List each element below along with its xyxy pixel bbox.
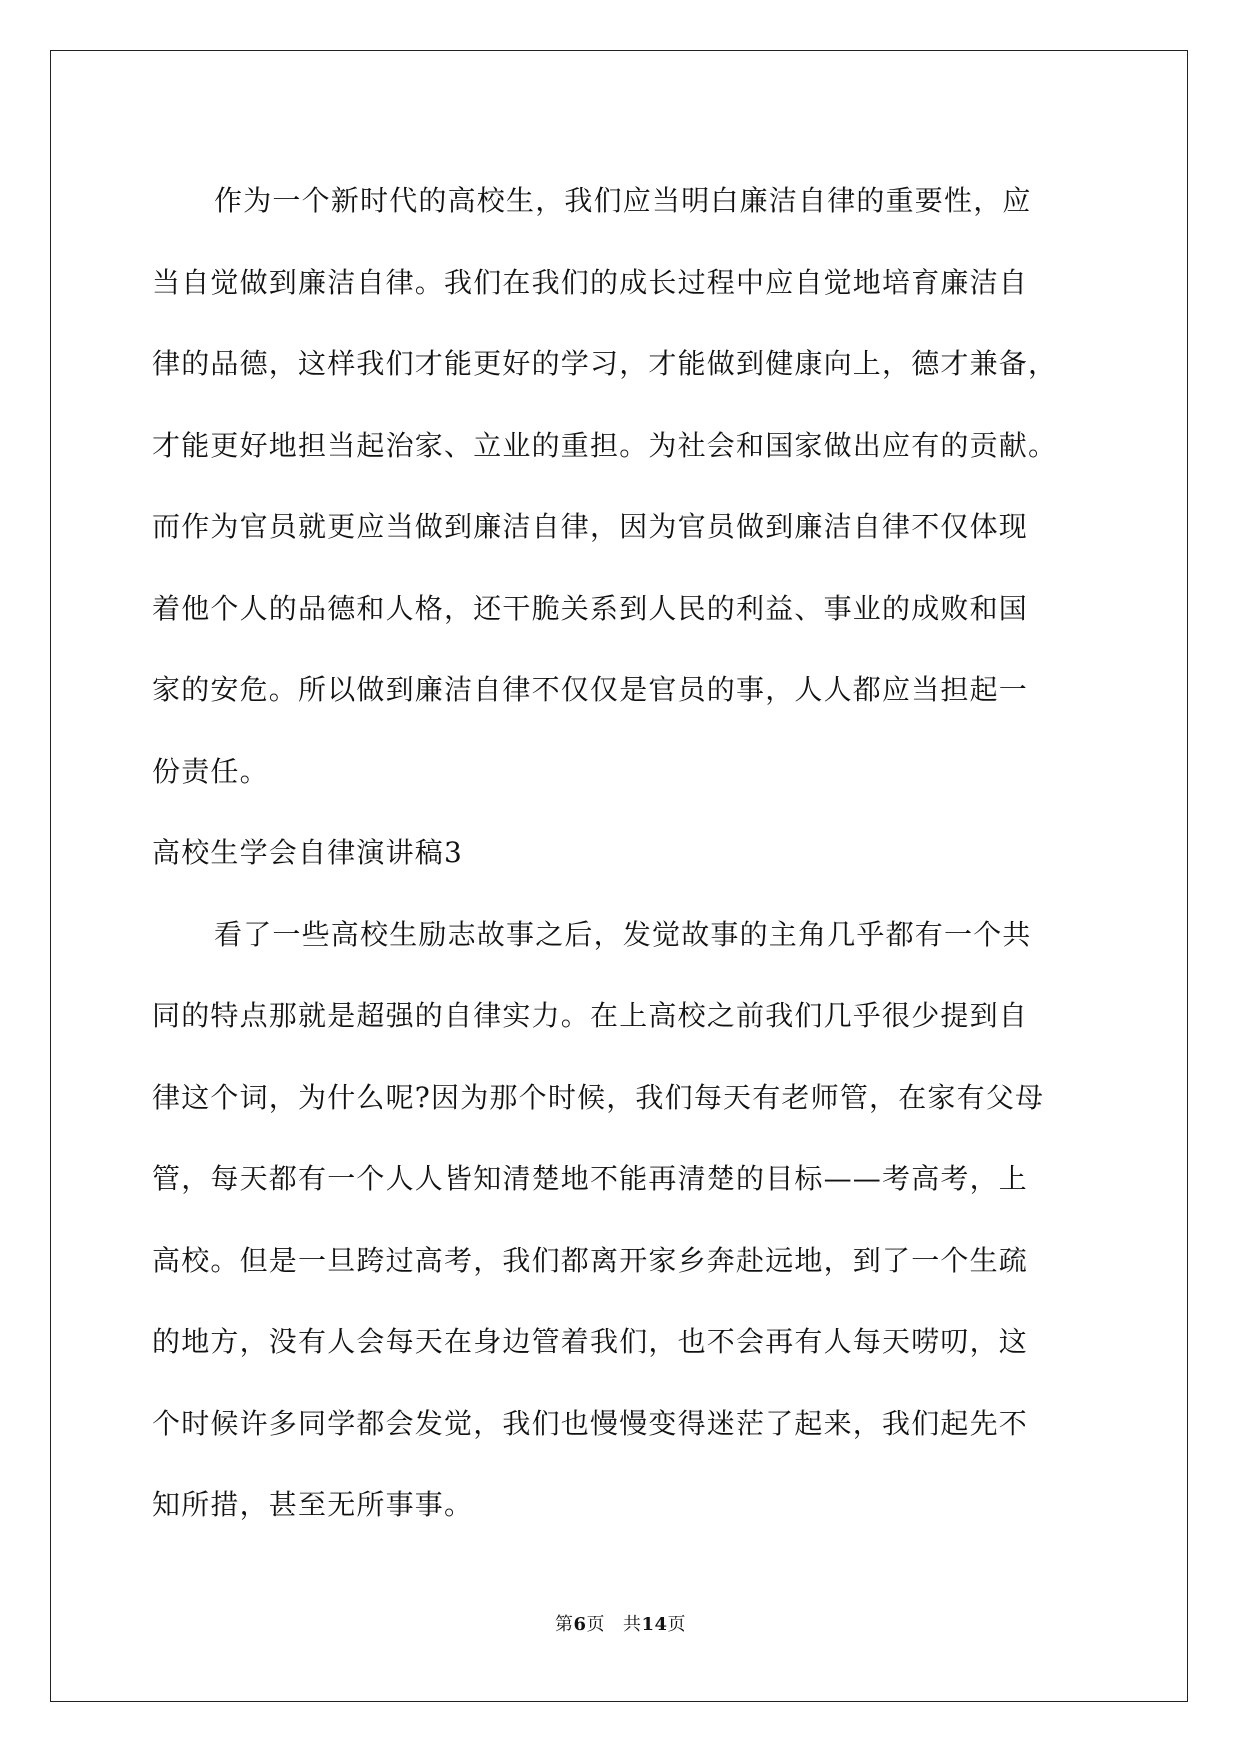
footer-prefix: 第	[554, 1614, 574, 1635]
paragraph-line: 个时候许多同学都会发觉，我们也慢慢变得迷茫了起来，我们起先不	[152, 1406, 1029, 1440]
paragraph-line: 看了一些高校生励志故事之后，发觉故事的主角几乎都有一个共	[214, 917, 1032, 951]
paragraph-line: 律的品德，这样我们才能更好的学习，才能做到健康向上，德才兼备，	[152, 347, 1058, 380]
footer-page-suffix: 页	[586, 1614, 605, 1635]
paragraph-line: 管，每天都有一个人人皆知清楚地不能再清楚的目标——考高考，上	[152, 1162, 1029, 1195]
document-body	[152, 160, 1092, 1546]
paragraph-line: 家的安危。所以做到廉洁自律不仅仅是官员的事，人人都应当担起一	[152, 673, 1029, 706]
paragraph-line: 当自觉做到廉洁自律。我们在我们的成长过程中应自觉地培育廉洁自	[152, 265, 1029, 299]
footer-total-prefix: 共	[622, 1614, 642, 1635]
paragraph-line: 高校。但是一旦跨过高考，我们都离开家乡奔赴远地，到了一个生疏	[152, 1243, 1029, 1277]
paragraph-line: 知所措，甚至无所事事。	[152, 1488, 474, 1521]
paragraph-line: 律这个词，为什么呢?因为那个时候，我们每天有老师管，在家有父母	[152, 1080, 1045, 1114]
total-pages-number: 14	[641, 1614, 668, 1635]
paragraph-line: 才能更好地担当起治家、立业的重担。为社会和国家做出应有的贡献。	[152, 428, 1058, 462]
current-page-number: 6	[573, 1614, 587, 1635]
paragraph-line: 着他个人的品德和人格，还干脆关系到人民的利益、事业的成败和国	[152, 591, 1029, 625]
paragraph-line: 的地方，没有人会每天在身边管着我们，也不会再有人每天唠叨，这	[152, 1325, 1029, 1358]
page-footer	[0, 1610, 1241, 1636]
paragraph-line: 同的特点那就是超强的自律实力。在上高校之前我们几乎很少提到自	[152, 999, 1029, 1032]
paragraph-line: 份责任。	[152, 754, 269, 788]
footer-total-suffix: 页	[667, 1614, 687, 1635]
paragraph-line: 而作为官员就更应当做到廉洁自律，因为官员做到廉洁自律不仅体现	[152, 510, 1029, 543]
paragraph-line: 作为一个新时代的高校生，我们应当明白廉洁自律的重要性，应	[214, 184, 1032, 217]
section-heading: 高校生学会自律演讲稿3	[152, 836, 464, 869]
